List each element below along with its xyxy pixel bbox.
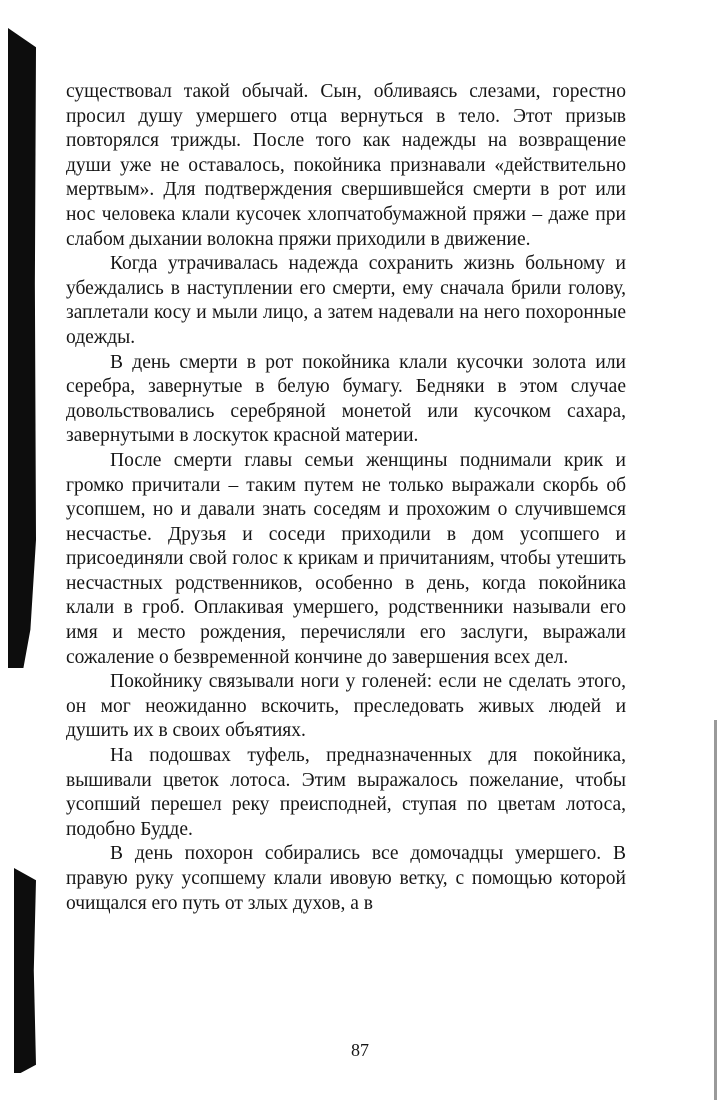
page-body xyxy=(66,80,626,916)
paragraph: На подошвах туфель, предназначенных для покойника, вышивали цветок лотоса. Этим выражалось пожелание, чтобы усопший перешел реку преисподней, ступая по цветам лотоса, подобно Будде. xyxy=(66,745,626,840)
page-number: 87 xyxy=(351,1040,369,1060)
scan-shadow-left-top xyxy=(8,28,36,668)
paragraph: В день похорон собирались все домочадцы умершего. В правую руку усопшему клали ивовую ветку, с помощью которой очищался его путь от злых духов, а в xyxy=(66,843,626,914)
paragraph: существовал такой обычай. Сын, обливаясь слезами, горестно просил душу умершего отца вернуться в тело. Этот призыв повторялся трижды. После того как надежды на возвращение души уже не оставалось, покойника признавали «действительно мертвым». Для подтверждения свершившейся смерти в рот или нос человека клали кусочек хлопчатобумажной пряжи – даже при слабом дыхании волокна пряжи приходили в движение. xyxy=(66,81,626,250)
paragraph: После смерти главы семьи женщины поднимали крик и громко причитали – таким путем не только выражали скорбь об усопшем, но и давали знать соседям и прохожим о случившемся несчастье. Друзья и соседи приходили в дом усопшего и присоединяли свой голос к крикам и причитаниям, чтобы утешить несчастных родственников, особенно в день, когда покойника клали в гроб. Оплакивая умершего, родственники называли его имя и место рождения, перечисляли его заслуги, выражали сожаление о безвременной кончине до завершения всех дел. xyxy=(66,449,626,668)
paragraph: Покойнику связывали ноги у голеней: если не сделать этого, он мог неожиданно вскочить, преследовать живых людей и душить их в своих объятиях. xyxy=(66,671,626,742)
paragraph: В день смерти в рот покойника клали кусочки золота или серебра, завернутые в белую бумагу. Бедняки в этом случае довольствовались серебряной монетой или кусочком сахара, завернутыми в лоскуток красной материи. xyxy=(66,351,626,447)
paragraph: Когда утрачивалась надежда сохранить жизнь больному и убеждались в наступлении его смерти, ему сначала брили голову, заплетали косу и мыли лицо, а затем надевали на него похоронные одежды. xyxy=(66,253,626,348)
